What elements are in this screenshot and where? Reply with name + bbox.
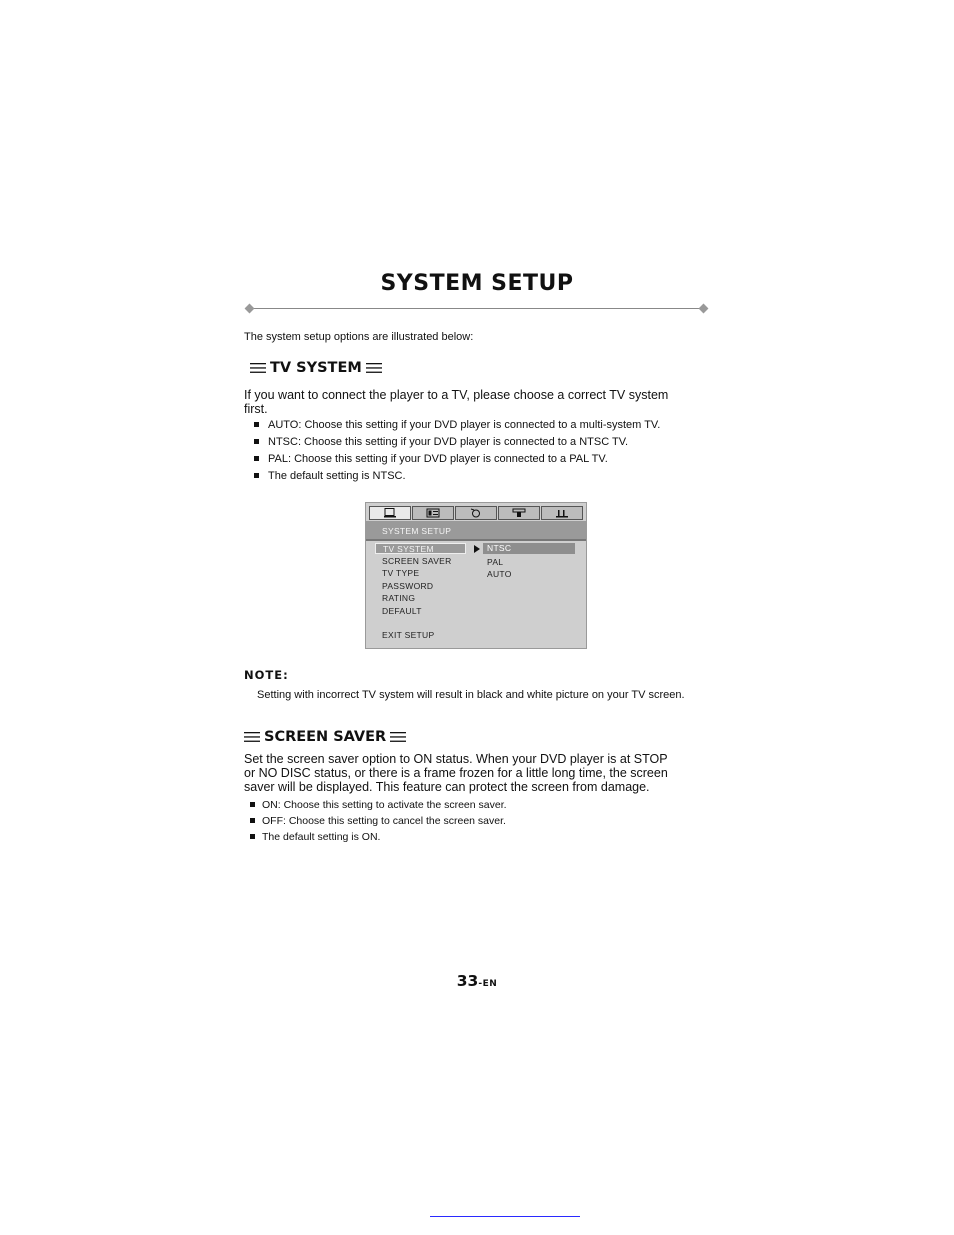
screen-saver-paragraph bbox=[244, 752, 668, 794]
heading-lines-right-icon bbox=[390, 732, 406, 742]
osd-header-title: SYSTEM SETUP bbox=[382, 526, 452, 536]
list-item: OFF: Choose this setting to cancel the screen saver. bbox=[250, 813, 507, 829]
video-icon bbox=[455, 506, 497, 520]
divider-right-diamond bbox=[699, 304, 709, 314]
heading-lines-left-icon bbox=[250, 363, 266, 373]
list-item: The default setting is NTSC. bbox=[254, 468, 660, 485]
screen-saver-paragraph-line: saver will be displayed. This feature can protect the screen from damage. bbox=[244, 780, 650, 794]
title-divider bbox=[250, 308, 704, 309]
list-item: AUTO: Choose this setting if your DVD player is connected to a multi-system TV. bbox=[254, 417, 660, 434]
tv-system-paragraph-line: If you want to connect the player to a TV, please choose a correct TV system bbox=[244, 388, 669, 402]
footer-link-underline[interactable] bbox=[430, 1216, 580, 1217]
osd-menu-tv-type[interactable]: TV TYPE bbox=[382, 568, 420, 578]
screen-saver-bullets bbox=[250, 797, 507, 845]
tv-system-paragraph bbox=[244, 388, 668, 416]
osd-option-pal[interactable]: PAL bbox=[487, 557, 504, 567]
tv-system-heading-label: TV SYSTEM bbox=[270, 360, 362, 376]
note-text: Setting with incorrect TV system will result in black and white picture on your TV screen. bbox=[257, 689, 685, 701]
osd-menu-default[interactable]: DEFAULT bbox=[382, 606, 422, 616]
list-item: PAL: Choose this setting if your DVD player is connected to a PAL TV. bbox=[254, 451, 660, 468]
screen-saver-paragraph-line: or NO DISC status, or there is a frame frozen for a little long time, the screen bbox=[244, 766, 668, 780]
heading-lines-right-icon bbox=[366, 363, 382, 373]
play-arrow-icon bbox=[474, 545, 480, 553]
tv-system-paragraph-line: first. bbox=[244, 402, 268, 416]
osd-tab-bar bbox=[369, 506, 583, 520]
preference-icon bbox=[541, 506, 583, 520]
osd-option-ntsc[interactable]: NTSC bbox=[483, 543, 575, 554]
intro-text: The system setup options are illustrated below: bbox=[244, 331, 474, 343]
list-item: ON: Choose this setting to activate the screen saver. bbox=[250, 797, 507, 813]
page-number bbox=[0, 972, 954, 990]
tv-system-heading bbox=[250, 360, 382, 376]
osd-menu-tv-system[interactable]: TV SYSTEM bbox=[375, 543, 466, 554]
osd-menu-exit-setup[interactable]: EXIT SETUP bbox=[382, 630, 435, 640]
osd-header-divider bbox=[366, 539, 586, 541]
osd-setup-menu bbox=[365, 502, 587, 649]
screen-saver-paragraph-line: Set the screen saver option to ON status. When your DVD player is at STOP bbox=[244, 752, 668, 766]
page-number-value: 33 bbox=[456, 972, 479, 990]
tv-system-bullets bbox=[254, 417, 660, 485]
divider-left-diamond bbox=[245, 304, 255, 314]
monitor-icon bbox=[369, 506, 411, 520]
page-title: SYSTEM SETUP bbox=[380, 271, 574, 296]
heading-lines-left-icon bbox=[244, 732, 260, 742]
speaker-icon bbox=[498, 506, 540, 520]
osd-menu-screen-saver[interactable]: SCREEN SAVER bbox=[382, 556, 452, 566]
note-title: NOTE: bbox=[244, 668, 289, 682]
list-item: NTSC: Choose this setting if your DVD player is connected to a NTSC TV. bbox=[254, 434, 660, 451]
osd-header-bar bbox=[366, 521, 586, 539]
audio-icon bbox=[412, 506, 454, 520]
screen-saver-heading-label: SCREEN SAVER bbox=[264, 729, 387, 745]
page-number-suffix: -EN bbox=[478, 979, 498, 989]
osd-menu-password[interactable]: PASSWORD bbox=[382, 581, 434, 591]
screen-saver-heading bbox=[244, 729, 406, 745]
osd-option-auto[interactable]: AUTO bbox=[487, 569, 512, 579]
osd-menu-rating[interactable]: RATING bbox=[382, 593, 416, 603]
list-item: The default setting is ON. bbox=[250, 829, 507, 845]
